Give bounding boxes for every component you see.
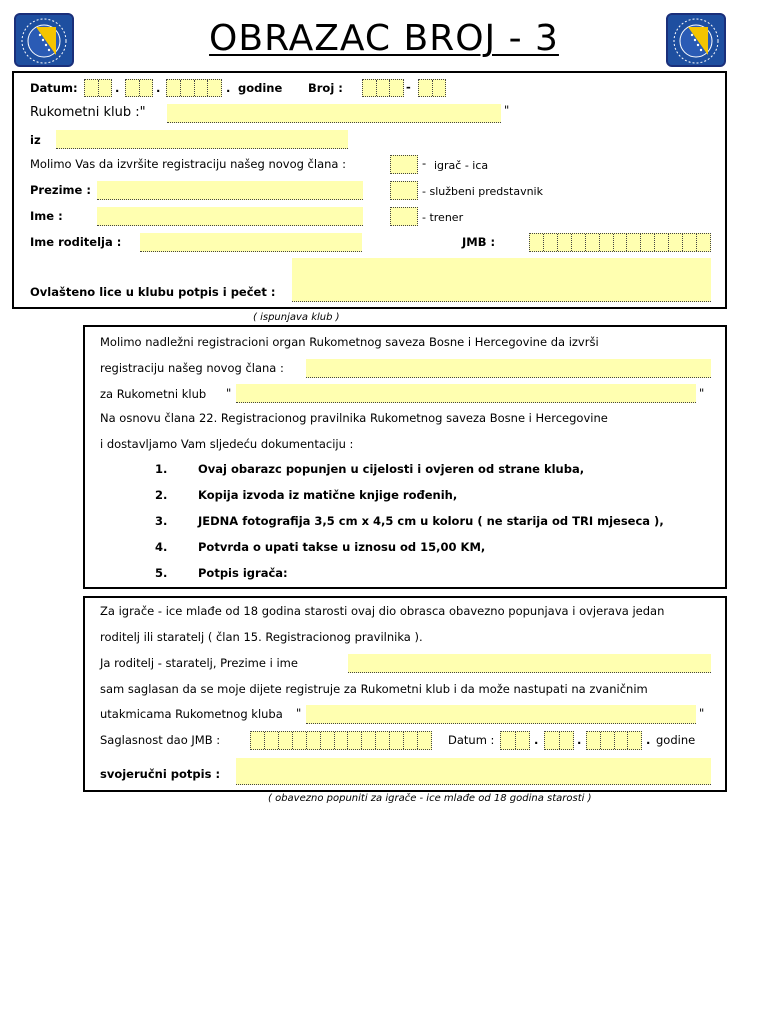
date-dot: . — [534, 733, 539, 747]
iz-label: iz — [30, 133, 41, 147]
option-sluzbeni-label: - službeni predstavnik — [422, 185, 543, 198]
doc-item-text: Potvrda o upati takse u iznosu od 15,00 KM, — [198, 540, 486, 554]
broj-field-2[interactable] — [418, 79, 446, 97]
ime-roditelja-field[interactable] — [140, 233, 362, 252]
ovlasteno-lice-label: Ovlašteno lice u klubu potpis i pečet : — [30, 285, 276, 299]
parent-name-field[interactable] — [348, 654, 711, 673]
ime-label: Ime : — [30, 209, 63, 223]
jmb-label: JMB : — [462, 235, 496, 249]
consent-godine-label: godine — [656, 733, 696, 747]
trener-checkbox[interactable] — [390, 207, 418, 226]
page-title: OBRAZAC BROJ - 3 — [209, 18, 559, 59]
member-name-field[interactable] — [306, 359, 711, 378]
quote-open: " — [226, 386, 232, 400]
ime-field[interactable] — [97, 207, 363, 226]
igrac-checkbox[interactable] — [390, 155, 418, 174]
klub-label: Rukometni klub :" — [30, 105, 146, 120]
quote-open: " — [296, 706, 302, 720]
godine-label: godine — [238, 81, 283, 95]
date-year-field[interactable] — [166, 79, 222, 97]
doc-item-text: JEDNA fotografija 3,5 cm x 4,5 cm u koloru ( ne starija od TRI mjeseca ), — [198, 514, 664, 528]
za-klub-label: za Rukometni klub — [100, 387, 207, 401]
date-dot: . — [226, 81, 231, 95]
ime-roditelja-label: Ime roditelja : — [30, 235, 122, 249]
za-klub-field[interactable] — [236, 384, 696, 403]
date-dot: . — [577, 733, 582, 747]
doc-item-text: Kopija izvoda iz matične knjige rođenih, — [198, 488, 458, 502]
option-dash: - — [422, 156, 427, 170]
ovlasteno-potpis-field[interactable] — [292, 258, 711, 302]
doc-item-text: Potpis igrača: — [198, 566, 288, 580]
date-dot: . — [115, 81, 120, 95]
option-igrac-label: igrač - ica — [434, 159, 489, 172]
quote-close: " — [699, 706, 705, 720]
broj-field-1[interactable] — [362, 79, 404, 97]
svojerucni-potpis-label: svojeručni potpis : — [100, 767, 221, 781]
datum-label: Datum: — [30, 81, 78, 95]
basis-text: Na osnovu člana 22. Registracionog pravilnika Rukometnog saveza Bosne i Hercegovine — [100, 411, 608, 425]
minor-notice-text: Za igrače - ice mlađe od 18 godina starosti ovaj dio obrasca obavezno popunjava i ovjerava jedan — [100, 604, 665, 618]
consent-date-year-field[interactable] — [586, 731, 642, 750]
prezime-label: Prezime : — [30, 183, 91, 197]
registration-request-text: Molimo Vas da izvršite registraciju našeg novog člana : — [30, 157, 346, 171]
option-trener-label: - trener — [422, 211, 464, 224]
consent-club-field[interactable] — [306, 705, 696, 724]
date-day-field[interactable] — [84, 79, 112, 97]
doc-item-num: 4. — [155, 540, 168, 554]
consent-club-label: utakmicama Rukometnog kluba — [100, 707, 283, 721]
parent-signature-field[interactable] — [236, 758, 711, 785]
section3-caption: ( obavezno popuniti za igrače - ice mlađe od 18 godina starosti ) — [268, 793, 592, 804]
section1-caption: ( ispunjava klub ) — [253, 312, 340, 323]
klub-quote-close: " — [504, 103, 510, 117]
date-dot: . — [156, 81, 161, 95]
documentation-text: i dostavljamo Vam sljedeću dokumentaciju : — [100, 437, 354, 451]
iz-field[interactable] — [56, 130, 348, 149]
quote-close: " — [699, 386, 705, 400]
date-dot: . — [646, 733, 651, 747]
broj-label: Broj : — [308, 81, 343, 95]
doc-item-num: 1. — [155, 462, 168, 476]
consent-jmb-field[interactable] — [250, 731, 432, 750]
sluzbeni-predstavnik-checkbox[interactable] — [390, 181, 418, 200]
minor-notice-text-2: roditelj ili staratelj ( član 15. Registracionog pravilnika ). — [100, 630, 423, 644]
doc-item-num: 3. — [155, 514, 168, 528]
doc-item-text: Ovaj obarazc popunjen u cijelosti i ovjeren od strane kluba, — [198, 462, 585, 476]
consent-datum-label: Datum : — [448, 733, 495, 747]
parent-name-label: Ja roditelj - staratelj, Prezime i ime — [100, 656, 298, 670]
doc-item-num: 2. — [155, 488, 168, 502]
consent-text: sam saglasan da se moje dijete registruje za Rukometni klub i da može nastupati na zvaničnim — [100, 682, 648, 696]
date-month-field[interactable] — [125, 79, 153, 97]
registration-member-text: registraciju našeg novog člana : — [100, 361, 284, 375]
consent-date-month-field[interactable] — [544, 731, 574, 750]
consent-date-day-field[interactable] — [500, 731, 530, 750]
consent-jmb-label: Saglasnost dao JMB : — [100, 733, 221, 747]
federation-request-text: Molimo nadležni registracioni organ Rukometnog saveza Bosne i Hercegovine da izvrši — [100, 335, 599, 349]
klub-name-field[interactable] — [167, 104, 501, 123]
broj-dash: - — [406, 80, 411, 94]
doc-item-num: 5. — [155, 566, 168, 580]
jmb-field[interactable] — [529, 233, 711, 252]
prezime-field[interactable] — [97, 181, 363, 200]
